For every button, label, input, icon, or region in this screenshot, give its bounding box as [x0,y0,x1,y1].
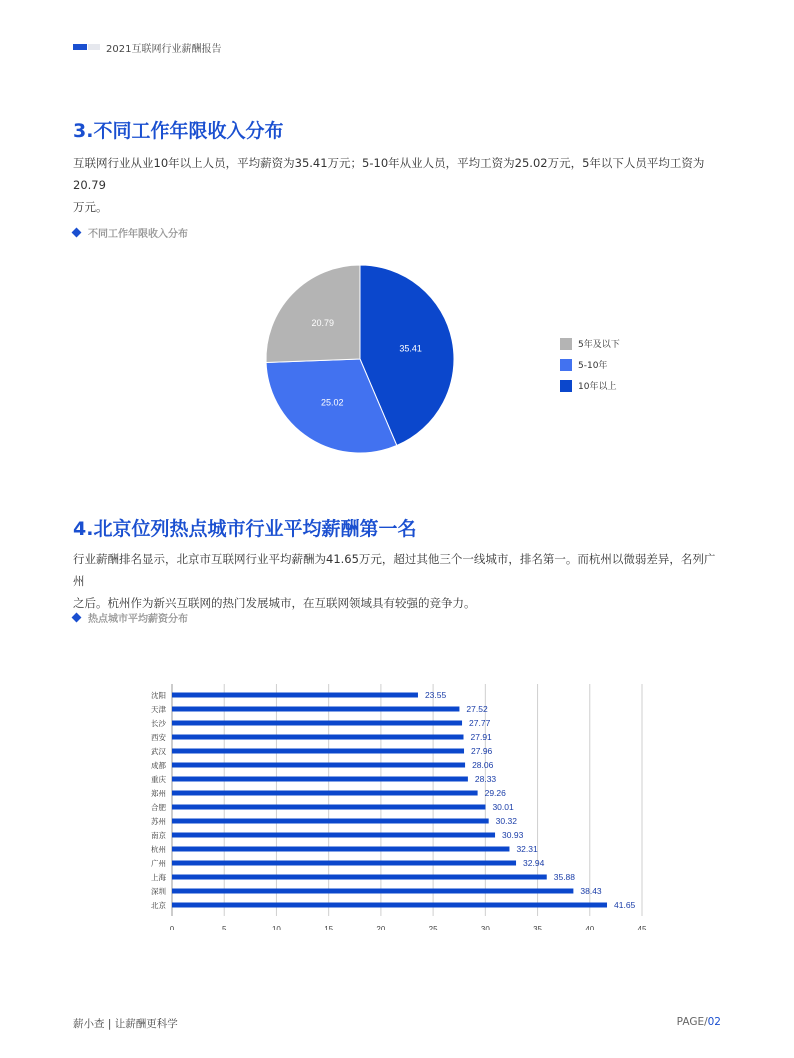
bar [172,777,468,782]
bar [172,763,465,768]
y-tick-label: 沈阳 [151,691,166,700]
bar-value-label: 35.88 [553,872,576,882]
bar [172,847,509,852]
header-title: 2021互联网行业薪酬报告 [106,43,222,55]
bar [172,903,607,908]
y-tick-label: 苏州 [151,817,166,826]
pie-slice-label: 25.02 [321,397,344,408]
section4-paragraph [73,548,723,614]
bar-value-label: 27.91 [470,732,492,742]
legend-swatch [560,338,572,350]
bar [172,805,485,810]
bar-value-label: 30.32 [495,816,517,826]
bar-value-label: 27.96 [471,746,493,756]
bar [172,693,418,698]
pie-chart-svg [264,263,456,455]
x-tick-label: 35 [533,925,543,930]
y-tick-label: 武汉 [151,747,166,756]
y-tick-label: 长沙 [151,719,166,728]
legend-label: 10年以上 [578,382,617,392]
legend-label: 5-10年 [578,361,608,371]
bar-value-label: 28.33 [474,774,497,784]
legend-item [560,333,620,354]
y-tick-label: 北京 [151,901,166,910]
y-tick-label: 广州 [151,859,166,868]
y-tick-label: 西安 [151,733,166,742]
header-accent-bar-light [88,44,100,50]
y-tick-label: 南京 [151,831,166,840]
footer-slogan: 薪小查 | 让薪酬更科学 [73,1018,178,1030]
diamond-icon [72,228,82,238]
bar-value-label: 38.43 [580,886,602,896]
pie-chart-subtitle [73,225,188,240]
section4-paragraph-line2: 之后。杭州作为新兴互联网的热门发展城市，在互联网领域具有较强的竞争力。 [73,596,476,610]
bar-value-label: 32.94 [523,858,545,868]
bar-value-label: 30.93 [502,830,524,840]
legend-item [560,375,620,396]
bar-value-label: 30.01 [492,802,514,812]
bar-chart-subtitle-text: 热点城市平均薪资分布 [88,614,188,625]
pie-chart [264,263,456,455]
y-tick-label: 成都 [151,761,166,770]
y-tick-label: 上海 [151,873,166,882]
legend-label: 5年及以下 [578,340,620,350]
pie-slice-label: 20.79 [311,318,335,329]
y-tick-label: 郑州 [151,789,166,798]
x-tick-label: 25 [428,925,438,930]
bar-value-label: 32.31 [516,844,538,854]
bar [172,833,495,838]
pie-chart-subtitle-text: 不同工作年限收入分布 [88,229,188,240]
y-tick-label: 重庆 [151,775,166,784]
bar-value-label: 29.26 [484,788,506,798]
x-tick-label: 10 [271,925,281,930]
x-tick-label: 30 [480,925,490,930]
bar [172,707,459,712]
bar-value-label: 27.52 [466,704,488,714]
section3-paragraph-line2: 万元。 [73,200,108,214]
bar [172,791,478,796]
bar-chart-svg [120,680,680,930]
x-tick-label: 40 [585,925,595,930]
bar [172,749,464,754]
y-tick-label: 天津 [151,705,166,714]
bar-value-label: 23.55 [424,690,447,700]
x-tick-label: 15 [324,925,334,930]
diamond-icon [72,613,82,623]
section4-paragraph-line1: 行业薪酬排名显示，北京市互联网行业平均薪酬为41.65万元，超过其他三个一线城市，排名第一。而杭州以微弱差异，名列广州 [73,552,716,588]
bar [172,819,489,824]
bar [172,861,516,866]
bar-value-label: 28.06 [472,760,494,770]
section4-title: 4.北京位列热点城市行业平均薪酬第一名 [73,518,417,540]
bar [172,875,547,880]
section3-paragraph [73,152,723,218]
y-tick-label: 合肥 [151,803,166,812]
section3-title: 3.不同工作年限收入分布 [73,120,284,142]
bar-chart-subtitle [73,610,188,625]
header-accent-bar [73,44,87,50]
bar [172,889,573,894]
section3-paragraph-line1: 互联网行业从业10年以上人员，平均薪资为35.41万元；5-10年从业人员，平均工资为25.02万元，5年以下人员平均工资为20.79 [73,156,705,192]
y-tick-label: 深圳 [151,887,166,896]
footer-page [677,1016,721,1028]
page-number: 02 [707,1016,721,1028]
pie-legend [560,333,620,396]
page-label: PAGE/ [676,1016,708,1028]
y-tick-label: 杭州 [151,845,166,854]
x-tick-label: 5 [221,925,227,930]
legend-swatch [560,359,572,371]
bar-value-label: 27.77 [469,718,491,728]
bar [172,735,464,740]
x-tick-label: 20 [376,925,386,930]
x-tick-label: 45 [637,925,647,930]
page-header [73,40,221,54]
legend-item [560,354,620,375]
bar [172,721,462,726]
pie-slice-label: 35.41 [399,343,422,354]
legend-swatch [560,380,572,392]
pie-slice [266,265,360,363]
bar-chart [120,680,680,930]
x-tick-label: 0 [169,925,175,930]
bar-value-label: 41.65 [614,900,636,910]
